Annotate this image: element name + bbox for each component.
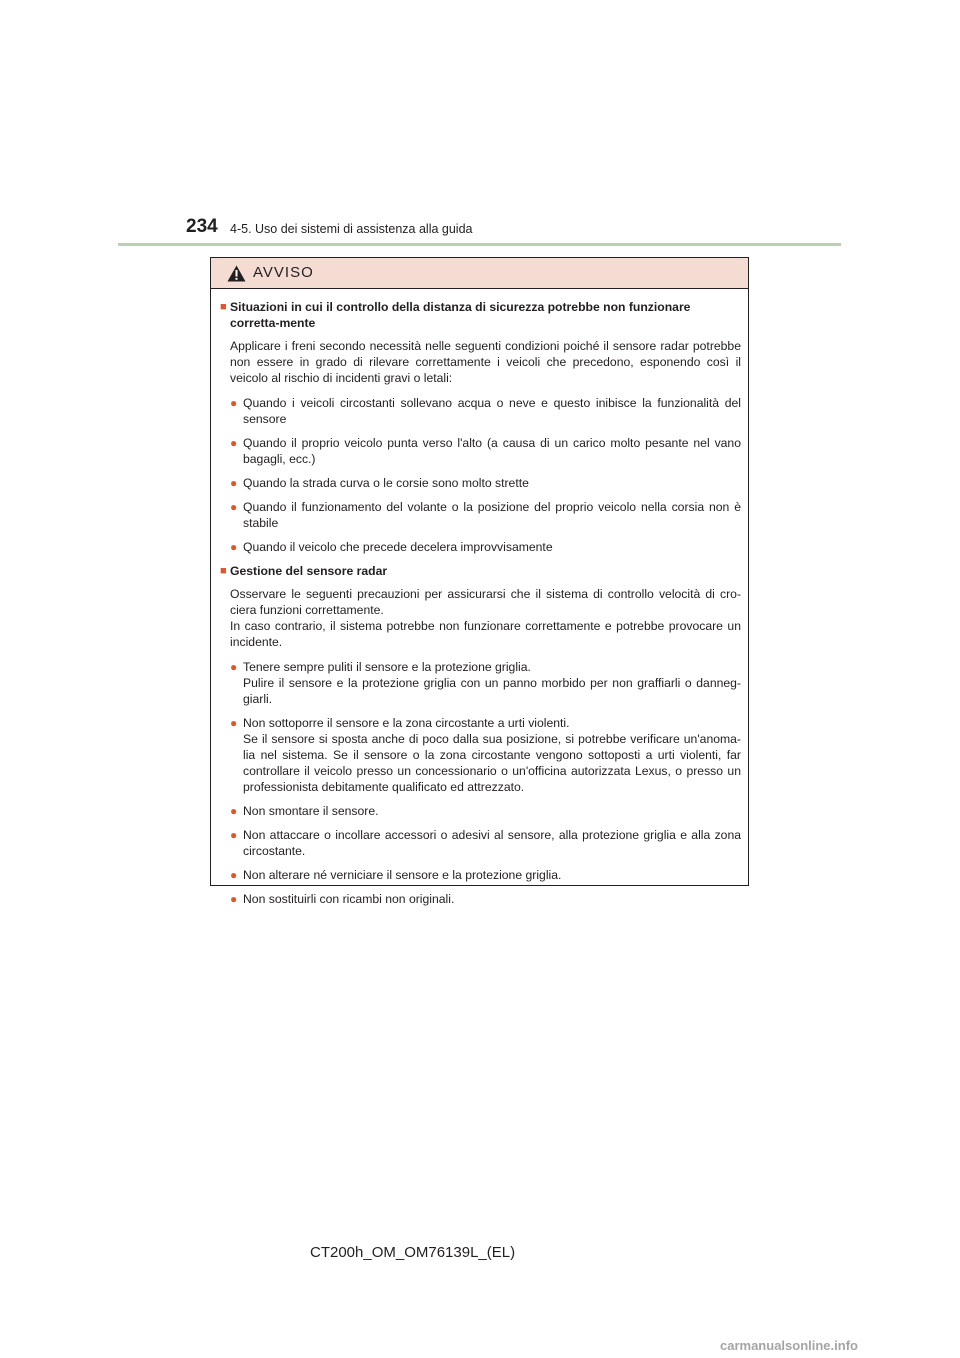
list-item — [230, 659, 741, 707]
list-item — [230, 803, 741, 819]
list-item-text — [243, 715, 741, 795]
section-heading — [220, 563, 741, 579]
list-item — [230, 715, 741, 795]
list-item-text — [243, 435, 741, 467]
list-item-line: Non sostituirli con ricambi non originali. — [243, 892, 455, 906]
warning-triangle-icon — [227, 265, 246, 282]
section-heading-text: Situazioni in cui il controllo della distanza di sicurezza potrebbe non funzionare corretta-mente — [230, 300, 691, 330]
list-item-line: Quando il veicolo che precede decelera improvvisamente — [243, 540, 553, 554]
section-paragraph — [230, 586, 741, 650]
list-item — [230, 827, 741, 859]
list-item-text — [243, 499, 741, 531]
list-item-line: Non attaccare o incollare accessori o adesivi al sensore, alla protezione griglia e alla zona circostante. — [243, 828, 741, 858]
list-item — [230, 395, 741, 427]
list-item-line: Quando il funzionamento del volante o la posizione del proprio veicolo nella corsia non è stabile — [243, 500, 741, 530]
bullet-dot-icon: ● — [230, 868, 238, 882]
list-item-text — [243, 539, 741, 555]
list-item-line: Tenere sempre puliti il sensore e la protezione griglia. — [243, 660, 531, 674]
bullet-dot-icon: ● — [230, 828, 238, 842]
list-item-line: Non sottoporre il sensore e la zona circostante a urti violenti. — [243, 716, 570, 730]
section-heading-text: Gestione del sensore radar — [230, 564, 388, 578]
list-item — [230, 499, 741, 531]
square-bullet-icon: ■ — [220, 301, 227, 313]
bullet-dot-icon: ● — [230, 540, 238, 554]
warning-header — [211, 258, 748, 289]
warning-title: AVVISO — [253, 264, 314, 281]
warning-content — [211, 289, 748, 907]
paragraph-line: Applicare i freni secondo necessità nelle seguenti condizioni poiché il sensore radar potrebbe non essere in grado di rilevare correttamente i veicoli che precedono, esponendo così il veicolo al rischio di incidenti gravi o letali: — [230, 339, 741, 385]
list-item-text — [243, 867, 741, 883]
list-item-text — [243, 891, 741, 907]
list-item — [230, 539, 741, 555]
list-item — [230, 891, 741, 907]
list-item-text — [243, 827, 741, 859]
watermark: carmanualsonline.info — [720, 1338, 858, 1353]
list-item-line: Quando il proprio veicolo punta verso l'alto (a causa di un carico molto pesante nel vano bagagli, ecc.) — [243, 436, 741, 466]
warning-box — [210, 257, 749, 906]
section-paragraph — [230, 338, 741, 386]
section-heading — [220, 299, 741, 331]
list-item-line: Se il sensore si sposta anche di poco dalla sua posizione, si potrebbe verificare un'anoma-lia nel sistema. Se il sensore o la zona circostante vengono sottoposti a urti violenti, far controllare il veicolo presso un concessionario o un'officina autorizzata Lexus, o presso un professionista debitamente qualificato ed attrezzato. — [243, 732, 741, 794]
paragraph-line: Osservare le seguenti precauzioni per assicurarsi che il sistema di controllo velocità di cro-ciera funzioni correttamente. — [230, 587, 741, 617]
bullet-dot-icon: ● — [230, 500, 238, 514]
header-rule — [118, 243, 841, 246]
list-item-line: Quando i veicoli circostanti sollevano acqua o neve e questo inibisce la funzionalità del sensore — [243, 396, 741, 426]
bullet-dot-icon: ● — [230, 436, 238, 450]
bullet-dot-icon: ● — [230, 804, 238, 818]
list-item-line: Non alterare né verniciare il sensore e la protezione griglia. — [243, 868, 562, 882]
list-item — [230, 867, 741, 883]
list-item — [230, 475, 741, 491]
list-item-text — [243, 659, 741, 707]
list-item-text — [243, 803, 741, 819]
list-item — [230, 435, 741, 467]
bullet-dot-icon: ● — [230, 892, 238, 906]
paragraph-line: In caso contrario, il sistema potrebbe non funzionare correttamente e potrebbe provocare un incidente. — [230, 619, 741, 649]
list-item-line: Non smontare il sensore. — [243, 804, 379, 818]
section-title: 4-5. Uso dei sistemi di assistenza alla guida — [230, 222, 473, 236]
list-item-line: Quando la strada curva o le corsie sono molto strette — [243, 476, 529, 490]
bullet-dot-icon: ● — [230, 476, 238, 490]
list-item-text — [243, 475, 741, 491]
list-item-text — [243, 395, 741, 427]
bullet-dot-icon: ● — [230, 660, 238, 674]
bullet-dot-icon: ● — [230, 716, 238, 730]
square-bullet-icon: ■ — [220, 565, 227, 577]
document-code: CT200h_OM_OM76139L_(EL) — [310, 1244, 516, 1261]
list-item-line: Pulire il sensore e la protezione griglia con un panno morbido per non graffiarli o danneg-giarli. — [243, 676, 741, 706]
page-number: 234 — [186, 216, 218, 237]
bullet-dot-icon: ● — [230, 396, 238, 410]
